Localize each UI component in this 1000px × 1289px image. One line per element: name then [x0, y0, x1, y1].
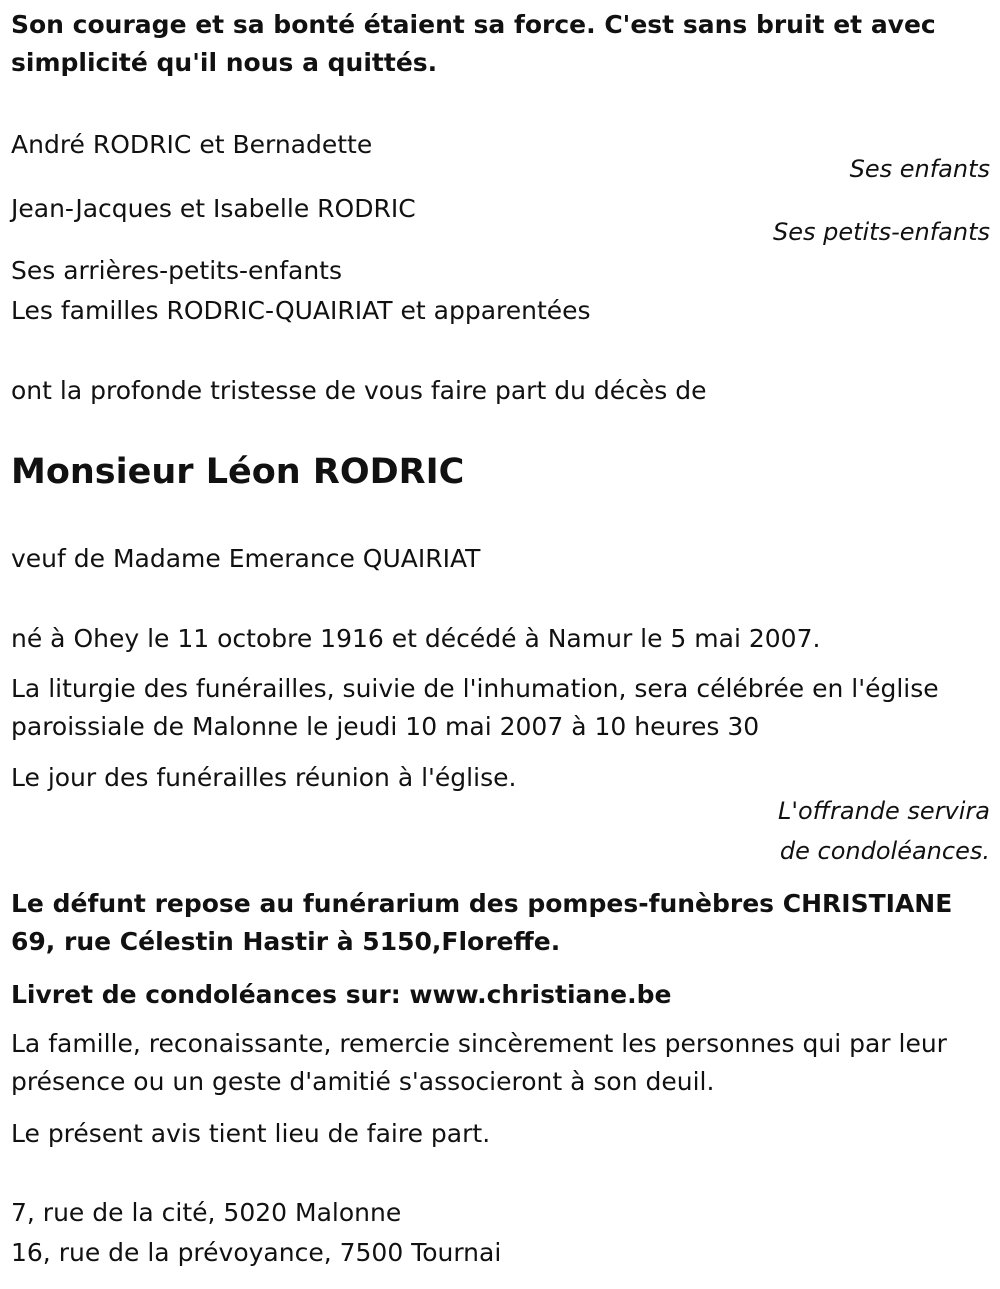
thanks: La famille, reconaissante, remercie sincèrement les personnes qui par leur présence ou un geste d'amitié s'associeront à son deuil.: [11, 1029, 947, 1096]
address-2: 16, rue de la prévoyance, 7500 Tournai: [11, 1238, 502, 1267]
address-1: 7, rue de la cité, 5020 Malonne: [11, 1198, 402, 1227]
deceased-name: Monsieur Léon RODRIC: [11, 452, 465, 492]
notice: Le présent avis tient lieu de faire part.: [11, 1119, 491, 1148]
children-names: André RODRIC et Bernadette: [11, 130, 373, 159]
children-label: Ses enfants: [849, 155, 990, 183]
grandchildren-names: Jean-Jacques et Isabelle RODRIC: [11, 194, 416, 223]
widower-of: veuf de Madame Emerance QUAIRIAT: [11, 544, 481, 573]
meeting: Le jour des funérailles réunion à l'église.: [11, 763, 517, 792]
offering-line2: de condoléances.: [779, 837, 990, 865]
funeral-home: Le défunt repose au funérarium des pompes-funèbres CHRISTIANE 69, rue Célestin Hastir à 5150,Floreffe.: [11, 889, 953, 956]
offering-line1: L'offrande servira: [778, 797, 990, 825]
birth-death: né à Ohey le 11 octobre 1916 et décédé à Namur le 5 mai 2007.: [11, 624, 821, 653]
grandchildren-label: Ses petits-enfants: [772, 218, 990, 246]
condolences-book: Livret de condoléances sur: www.christiane.be: [11, 980, 672, 1009]
announcement: ont la profonde tristesse de vous faire part du décès de: [11, 376, 707, 405]
families-line: Les familles RODRIC-QUAIRIAT et apparentées: [11, 296, 591, 325]
liturgy: La liturgie des funérailles, suivie de l'inhumation, sera célébrée en l'église paroissiale de Malonne le jeudi 10 mai 2007 à 10 heures 30: [11, 674, 939, 741]
great-grandchildren: Ses arrières-petits-enfants: [11, 256, 343, 285]
epigraph: Son courage et sa bonté étaient sa force. C'est sans bruit et avec simplicité qu'il nous a quittés.: [11, 10, 936, 77]
